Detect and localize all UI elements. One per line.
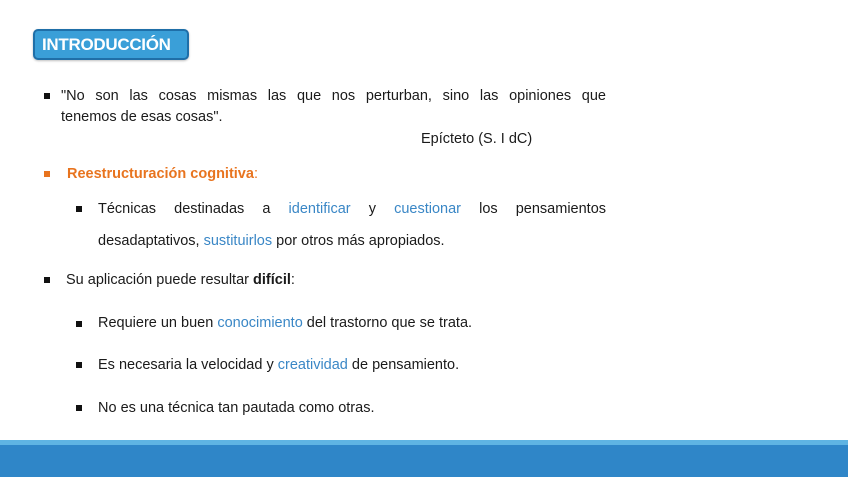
quote-line-1: "No son las cosas mismas las que nos perturban, sino las opiniones que <box>61 88 606 104</box>
section-title: INTRODUCCIÓN <box>33 29 189 60</box>
list-item-text: del trastorno que se trata. <box>306 315 473 331</box>
replace-word: sustituirlos <box>203 233 273 249</box>
knowledge-word: conocimiento <box>217 315 303 331</box>
question-word: cuestionar <box>394 201 461 217</box>
bullet-icon <box>44 277 50 283</box>
appropriate-text: por otros más apropiados. <box>276 233 445 249</box>
application-text: Su aplicación puede resultar <box>66 272 249 288</box>
techniques-text: Técnicas destinadas a <box>98 201 271 217</box>
difficult-word: difícil <box>253 272 291 288</box>
application-line <box>66 270 295 291</box>
restructuring-colon: : <box>253 166 258 182</box>
restructuring-heading-text: Reestructuración cognitiva <box>67 166 254 182</box>
list-item <box>98 398 374 419</box>
bullet-icon <box>76 206 82 212</box>
footer-bar <box>0 445 848 477</box>
bullet-icon <box>76 321 82 327</box>
list-item-text: No es una técnica tan pautada como otras. <box>98 400 375 416</box>
bullet-icon <box>76 362 82 368</box>
maladaptive-text: desadaptativos, <box>98 233 200 249</box>
bullet-icon <box>76 405 82 411</box>
and-word: y <box>368 201 376 217</box>
thoughts-text: los pensamientos <box>479 201 607 217</box>
restructuring-heading <box>67 164 258 185</box>
bullet-icon <box>44 171 50 177</box>
bullet-icon <box>44 93 50 99</box>
techniques-line-2 <box>98 231 445 252</box>
list-item-text: de pensamiento. <box>351 357 460 373</box>
list-item-text: Requiere un buen <box>98 315 214 331</box>
list-item <box>98 313 472 334</box>
application-colon: : <box>290 272 295 288</box>
list-item-text: Es necesaria la velocidad y <box>98 357 274 373</box>
techniques-line-1 <box>98 199 606 220</box>
list-item <box>98 355 459 376</box>
quote-author: Epícteto (S. I dC) <box>421 131 533 147</box>
creativity-word: creatividad <box>277 357 348 373</box>
identify-word: identificar <box>288 201 351 217</box>
quote-line-2: tenemos de esas cosas". <box>61 109 223 125</box>
